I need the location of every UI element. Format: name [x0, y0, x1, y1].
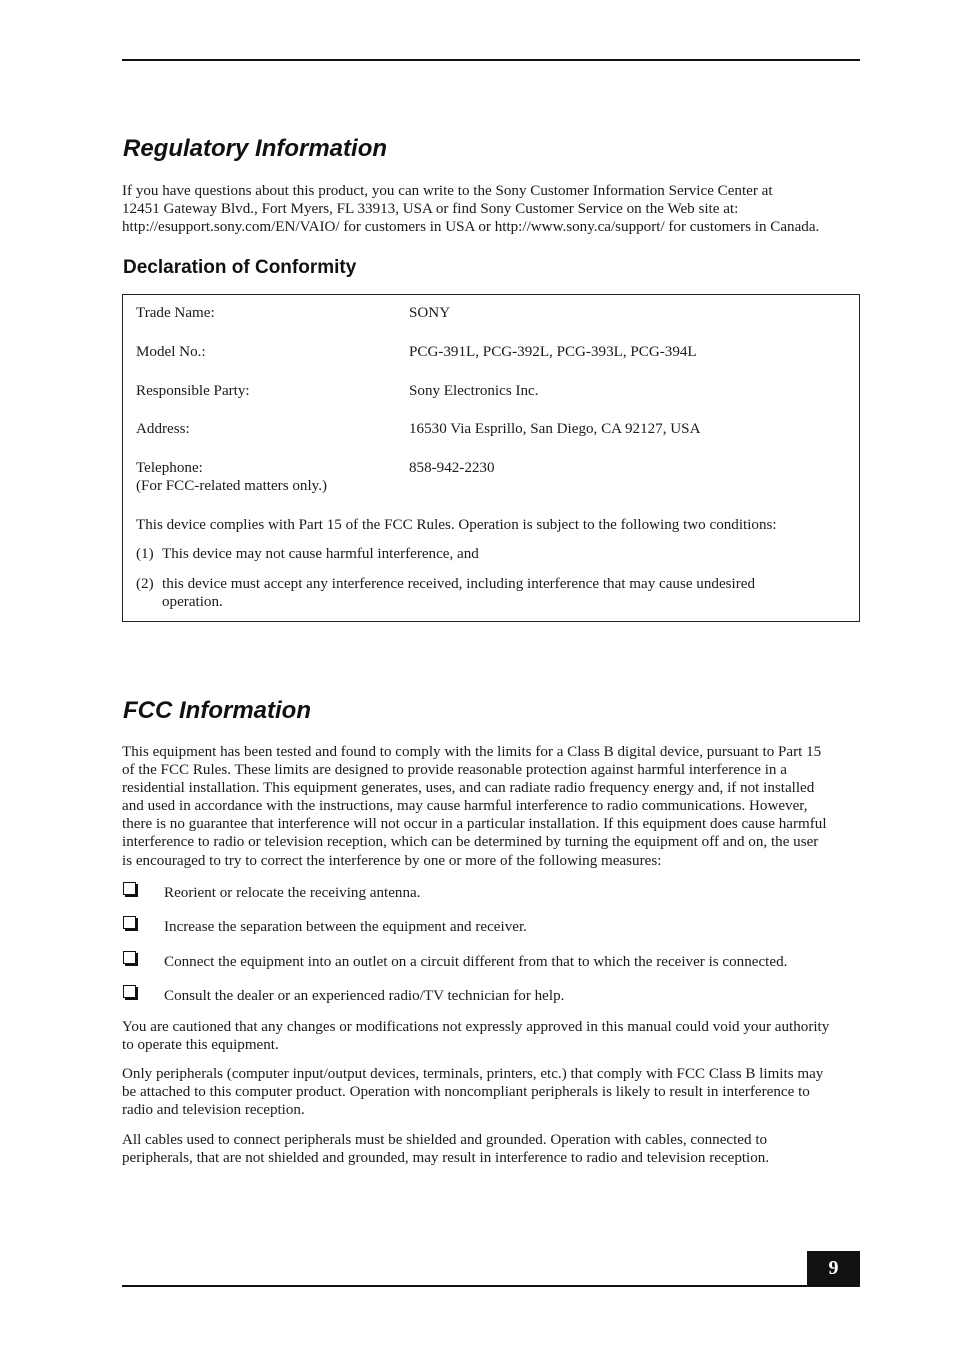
fcc-line: is encouraged to try to correct the interference by one or more of the following measures: — [122, 852, 662, 869]
measure-text: Increase the separation between the equipment and receiver. — [164, 919, 527, 935]
fcc-paragraph-3 — [122, 1065, 862, 1119]
decl-label-telephone — [136, 459, 327, 495]
measure-text: Consult the dealer or an experienced radio/TV technician for help. — [164, 988, 565, 1004]
declaration-title: Declaration of Conformity — [123, 257, 357, 278]
fcc-title: FCC Information — [123, 697, 311, 724]
decl-value-telephone: 858-942-2230 — [409, 460, 495, 476]
measure-text: Connect the equipment into an outlet on a circuit different from that to which the receiver is connected. — [164, 954, 788, 970]
header-rule — [122, 59, 860, 61]
regulatory-intro — [122, 182, 862, 236]
intro-line: If you have questions about this product, you can write to the Sony Customer Information Service Center at — [122, 183, 773, 199]
decl-label-party: Responsible Party: — [136, 383, 250, 399]
fcc-line: peripherals, that are not shielded and grounded, may result in interference to radio and television reception. — [122, 1150, 770, 1167]
declaration-box — [122, 294, 860, 622]
intro-line: http://esupport.sony.com/EN/VAIO/ for customers in USA or http://www.sony.ca/support/ for customers in Canada. — [122, 219, 820, 236]
fcc-paragraph-1 — [122, 743, 862, 870]
condition-line: operation. — [162, 594, 223, 611]
fcc-line: and used in accordance with the instructions, may cause harmful interference to radio communications. However, — [122, 798, 808, 815]
fcc-paragraph-4 — [122, 1131, 862, 1167]
regulatory-title: Regulatory Information — [123, 135, 388, 162]
decl-value-address: 16530 Via Esprillo, San Diego, CA 92127, USA — [409, 421, 701, 437]
decl-value-model: PCG-391L, PCG-392L, PCG-393L, PCG-394L — [409, 344, 697, 360]
fcc-line: Only peripherals (computer input/output devices, terminals, printers, etc.) that comply with FCC Class B limits may — [122, 1066, 824, 1082]
page-number: 9 — [807, 1251, 860, 1287]
fcc-line: interference to radio or television reception, which can be determined by turning the equipment off and on, the user — [122, 834, 819, 851]
checkbox-bullet-icon — [123, 985, 136, 998]
measure-text: Reorient or relocate the receiving antenna. — [164, 885, 421, 901]
condition-number: (2) — [136, 576, 154, 592]
fcc-line: residential installation. This equipment generates, uses, and can radiate radio frequency energy and, if not installed — [122, 780, 815, 797]
fcc-line: radio and television reception. — [122, 1102, 305, 1119]
decl-label-model: Model No.: — [136, 344, 206, 360]
decl-label-trade-name: Trade Name: — [136, 305, 215, 321]
intro-line: 12451 Gateway Blvd., Fort Myers, FL 33913, USA or find Sony Customer Service on the Web site at: — [122, 201, 739, 218]
decl-statement: This device complies with Part 15 of the FCC Rules. Operation is subject to the following two conditions: — [136, 517, 777, 533]
fcc-line: of the FCC Rules. These limits are designed to provide reasonable protection against harmful interference in a — [122, 762, 787, 779]
fcc-line: You are cautioned that any changes or modifications not expressly approved in this manual could void your authority — [122, 1019, 830, 1035]
telephone-label: Telephone: — [136, 460, 203, 476]
condition-text: This device may not cause harmful interference, and — [162, 546, 479, 562]
fcc-line: This equipment has been tested and found to comply with the limits for a Class B digital device, pursuant to Part 15 — [122, 744, 822, 760]
condition-item — [136, 575, 816, 611]
decl-label-address: Address: — [136, 421, 190, 437]
fcc-line: be attached to this computer product. Operation with noncompliant peripherals is likely to result in interference to — [122, 1084, 810, 1101]
condition-text — [136, 575, 816, 611]
checkbox-bullet-icon — [123, 882, 136, 895]
checkbox-bullet-icon — [123, 916, 136, 929]
telephone-sublabel: (For FCC-related matters only.) — [136, 478, 328, 495]
footer-rule — [122, 1285, 860, 1287]
decl-value-trade-name: SONY — [409, 305, 451, 321]
fcc-line: All cables used to connect peripherals must be shielded and grounded. Operation with cables, connected to — [122, 1132, 768, 1148]
decl-value-party: Sony Electronics Inc. — [409, 383, 539, 399]
checkbox-bullet-icon — [123, 951, 136, 964]
condition-number: (1) — [136, 546, 154, 562]
condition-line: this device must accept any interference received, including interference that may cause undesired — [162, 576, 755, 592]
fcc-line: there is no guarantee that interference will not occur in a particular installation. If this equipment does cause harmful — [122, 816, 827, 833]
condition-item — [136, 545, 816, 563]
fcc-paragraph-2 — [122, 1018, 862, 1054]
fcc-line: to operate this equipment. — [122, 1037, 279, 1054]
